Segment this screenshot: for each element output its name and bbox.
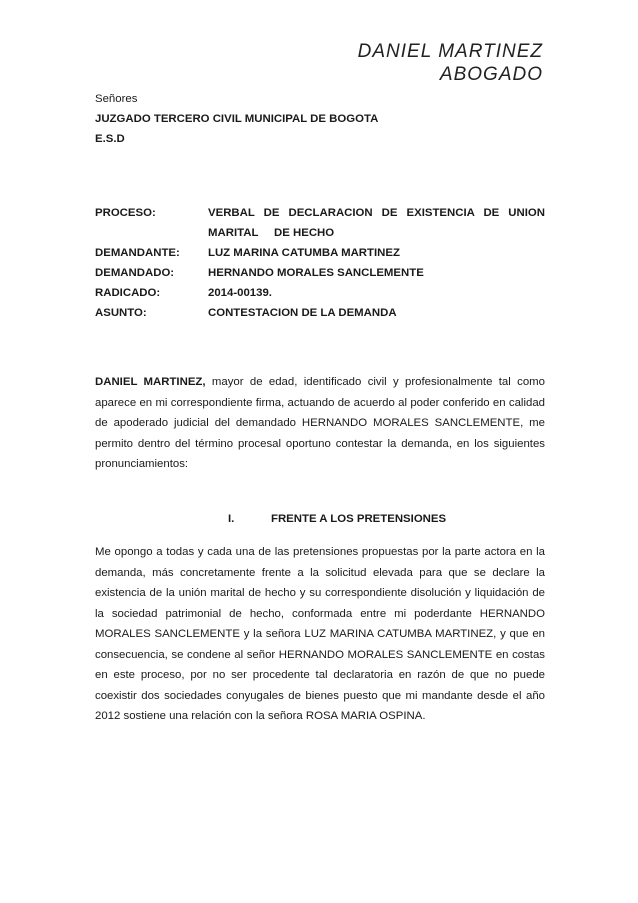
section-number: I. bbox=[228, 513, 235, 525]
proceso-value bbox=[208, 203, 545, 243]
caption-row-demandado bbox=[95, 263, 545, 283]
demandado-value: HERNANDO MORALES SANCLEMENTE bbox=[208, 267, 424, 279]
intro-paragraph bbox=[95, 372, 545, 475]
proceso-label: PROCESO: bbox=[95, 207, 156, 219]
addressee-block bbox=[95, 89, 545, 149]
caption-row-asunto bbox=[95, 303, 545, 323]
intro-name: DANIEL MARTINEZ, bbox=[95, 376, 206, 388]
asunto-value: CONTESTACION DE LA DEMANDA bbox=[208, 307, 397, 319]
demandante-label: DEMANDANTE: bbox=[95, 247, 180, 259]
radicado-label: RADICADO: bbox=[95, 287, 161, 299]
lawyer-name: DANIEL MARTINEZ bbox=[357, 41, 543, 62]
caption-row-demandante bbox=[95, 243, 545, 263]
asunto-label: ASUNTO: bbox=[95, 307, 147, 319]
section-paragraph: Me opongo a todas y cada una de las pretensiones propuestas por la parte actora en la demanda, más concretamente frente a la solicitud elevada para que se declare la existencia de la unión marital de hecho y su correspondiente disolución y liquidación de la sociedad patrimonial de hecho, conformada entre mi poderdante HERNANDO MORALES SANCLEMENTE y la señora LUZ MARINA CATUMBA MARTINEZ, y que en consecuencia, se condene al señor HERNANDO MORALES SANCLEMENTE en costas en este proceso, por no ser procedente tal declaratoria en razón de que no puede coexistir dos sociedades conyugales de bienes puesto que mi mandante desde el año 2012 sostiene una relación con la señora ROSA MARIA OSPINA. bbox=[95, 546, 545, 722]
section-title: FRENTE A LOS PRETENSIONES bbox=[271, 513, 447, 525]
letterhead bbox=[358, 40, 543, 86]
esd-label: E.S.D bbox=[95, 133, 125, 145]
intro-text: mayor de edad, identificado civil y profesionalmente tal como aparece en mi correspondiente firma, actuando de acuerdo al poder conferido en calidad de apoderado judicial del demandado HERNANDO MORALES SANCLEMENTE, me permito dentro del término procesal oportuno contestar la demanda, en los siguientes pronunciamientos: bbox=[95, 376, 545, 470]
radicado-value: 2014-00139. bbox=[208, 287, 272, 299]
lawyer-profession: ABOGADO bbox=[439, 64, 543, 85]
caption-row-proceso bbox=[95, 203, 545, 243]
salutation: Señores bbox=[95, 93, 138, 105]
proceso-value-line1: VERBAL DE DECLARACION DE EXISTENCIA DE UNION bbox=[208, 207, 545, 219]
proceso-value-line2: MARITAL DE HECHO bbox=[208, 227, 335, 239]
case-caption bbox=[95, 203, 545, 323]
demandante-value: LUZ MARINA CATUMBA MARTINEZ bbox=[208, 247, 400, 259]
demandado-label: DEMANDADO: bbox=[95, 267, 175, 279]
court-name: JUZGADO TERCERO CIVIL MUNICIPAL DE BOGOTA bbox=[95, 113, 379, 125]
caption-row-radicado bbox=[95, 283, 545, 303]
